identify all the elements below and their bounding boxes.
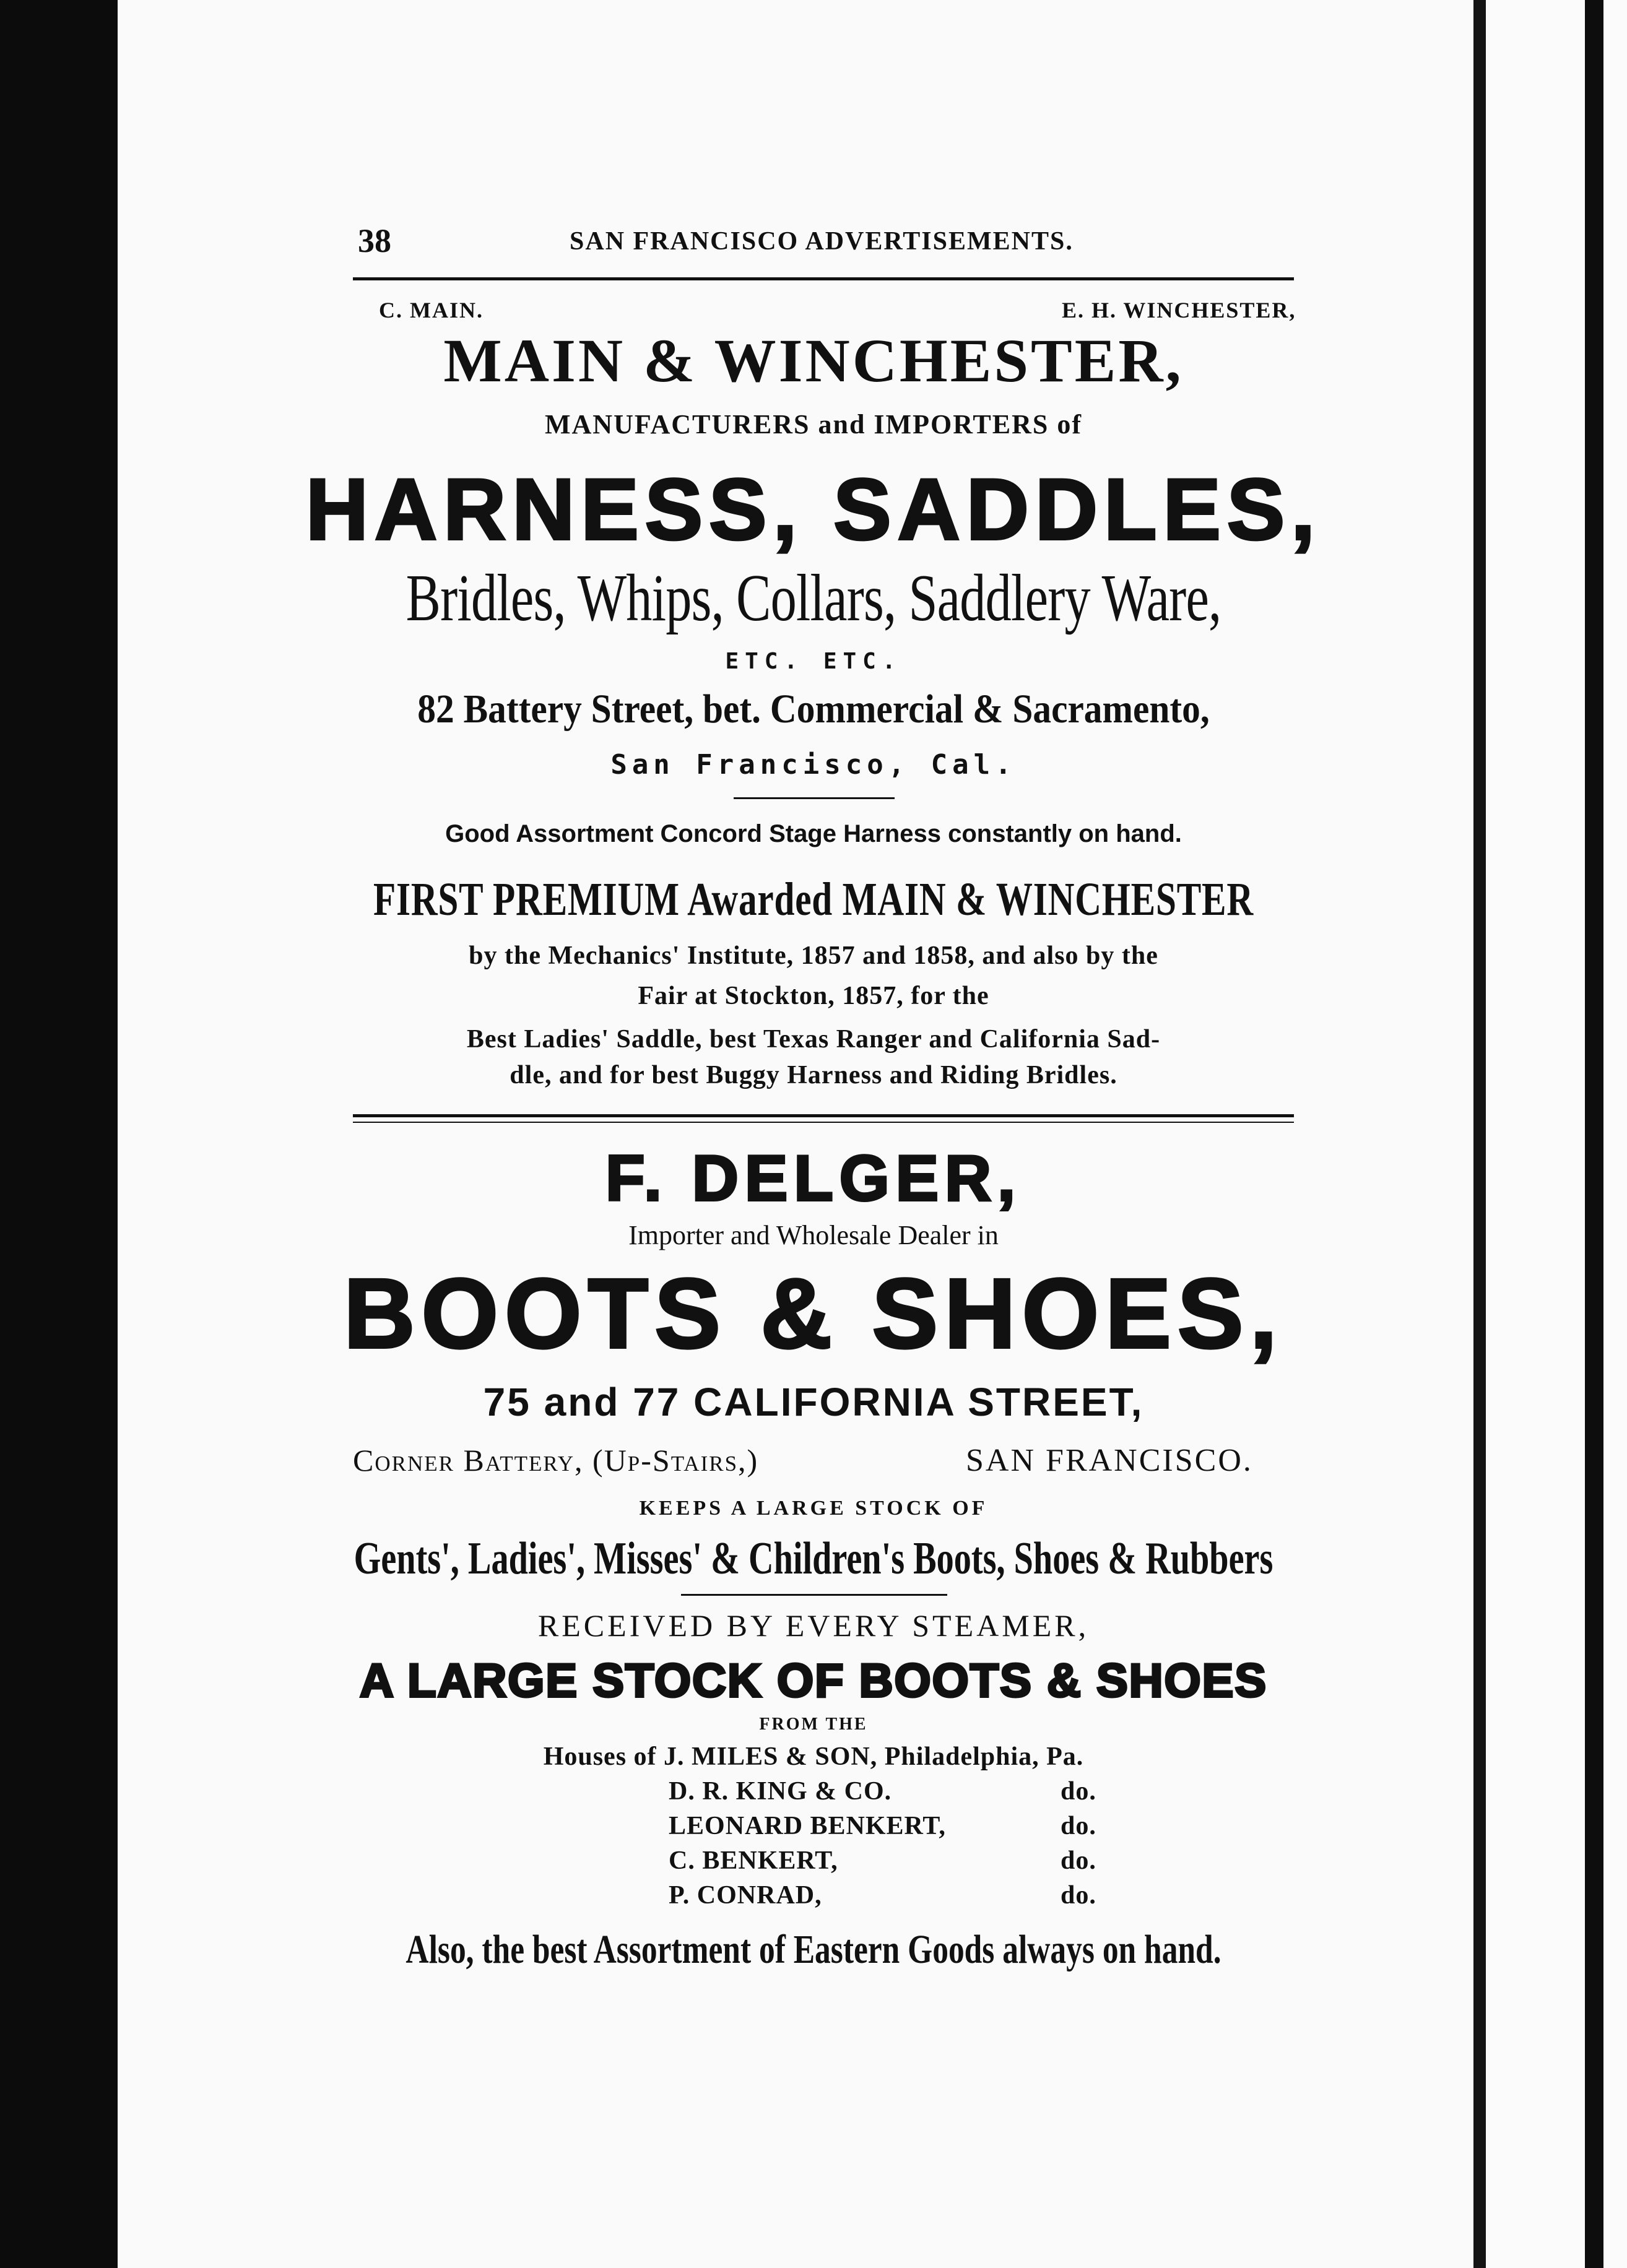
boots-shoes-headline: BOOTS & SHOES, — [344, 1258, 1283, 1369]
delger-description: Importer and Wholesale Dealer in — [628, 1220, 999, 1250]
from-the: FROM THE — [759, 1715, 868, 1734]
stock-note: Good Assortment Concord Stage Harness constantly on hand. — [445, 820, 1182, 847]
firm-name: MAIN & WINCHESTER, — [443, 326, 1184, 395]
running-title: SAN FRANCISCO ADVERTISEMENTS. — [570, 227, 1074, 256]
harness-saddles-headline: HARNESS, SADDLES, — [305, 461, 1322, 558]
house-place: do. — [1061, 1881, 1096, 1910]
ornament-divider — [734, 797, 895, 799]
delger-city: SAN FRANCISCO. — [966, 1443, 1253, 1478]
award-line-1: by the Mechanics' Institute, 1857 and 1858, and also by the — [469, 941, 1158, 970]
house-place: do. — [1061, 1812, 1096, 1840]
award-headline: FIRST PREMIUM Awarded MAIN & WINCHESTER — [373, 873, 1254, 925]
award-line-4: dle, and for best Buggy Harness and Riding Bridles. — [510, 1061, 1117, 1089]
goods-list: Bridles, Whips, Collars, Saddlery Ware, — [406, 561, 1221, 635]
delger-name: F. DELGER, — [605, 1143, 1022, 1214]
etc-line: ETC. ETC. — [725, 649, 902, 674]
keeps-line: KEEPS A LARGE STOCK OF — [639, 1497, 988, 1520]
delger-corner: Corner Battery, (Up-Stairs,) — [353, 1443, 759, 1478]
award-line-3: Best Ladies' Saddle, best Texas Ranger and California Sad- — [466, 1025, 1161, 1054]
delger-address: 75 and 77 CALIFORNIA STREET, — [483, 1380, 1144, 1424]
partner-left: C. MAIN. — [379, 298, 484, 322]
house-name: P. CONRAD, — [669, 1881, 822, 1910]
section-rule-bottom — [353, 1122, 1294, 1123]
house-place: do. — [1061, 1846, 1096, 1875]
stock-divider — [681, 1594, 947, 1596]
header-rule — [353, 277, 1294, 280]
award-line-2: Fair at Stockton, 1857, for the — [638, 982, 989, 1010]
house-name: C. BENKERT, — [669, 1846, 838, 1875]
received-line: RECEIVED BY EVERY STEAMER, — [537, 1608, 1090, 1643]
house-name: LEONARD BENKERT, — [669, 1812, 946, 1840]
section-rule-top — [353, 1114, 1294, 1117]
partner-right: E. H. WINCHESTER, — [1062, 298, 1296, 322]
firm-city: San Francisco, Cal. — [610, 749, 1017, 781]
large-stock-line: A LARGE STOCK OF BOOTS & SHOES — [359, 1655, 1268, 1707]
firm-address: 82 Battery Street, bet. Commercial & Sacramento, — [417, 686, 1210, 732]
stock-line: Gents', Ladies', Misses' & Children's Boots, Shoes & Rubbers — [354, 1533, 1273, 1584]
closing-line: Also, the best Assortment of Eastern Goods always on hand. — [406, 1927, 1221, 1972]
house-place: do. — [1061, 1777, 1096, 1806]
houses-intro: Houses of J. MILES & SON, Philadelphia, Pa. — [543, 1742, 1084, 1771]
house-name: D. R. KING & CO. — [669, 1777, 892, 1806]
firm-tagline: MANUFACTURERS and IMPORTERS of — [544, 409, 1083, 439]
page-number: 38 — [358, 222, 391, 259]
